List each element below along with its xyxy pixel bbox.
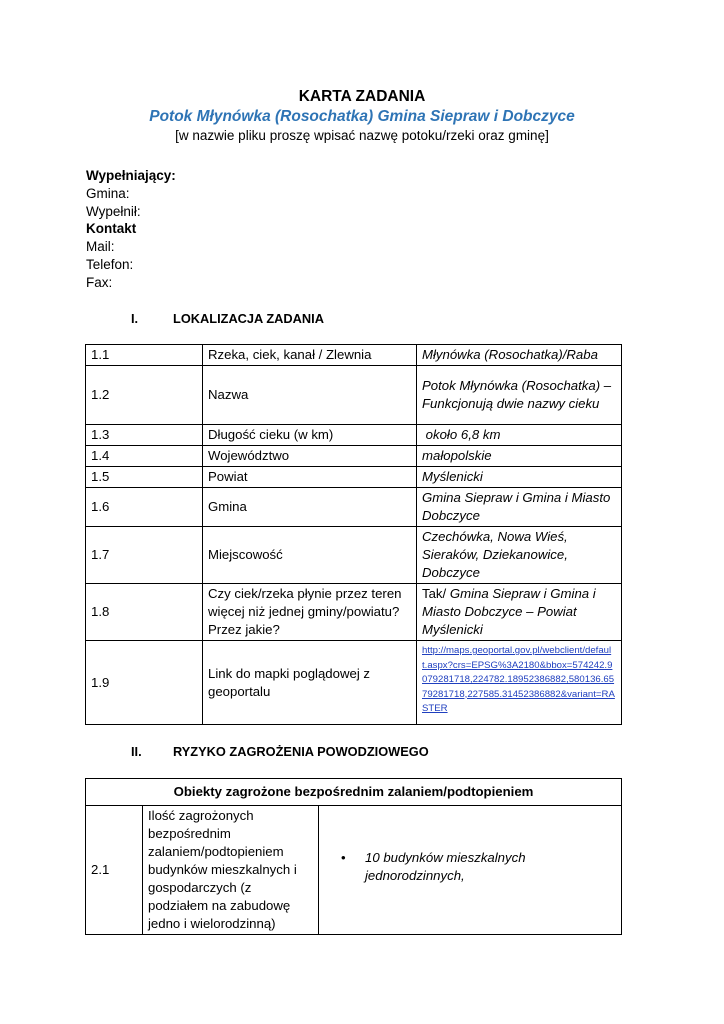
row-value-prefix: Tak/	[422, 586, 450, 601]
table-row	[86, 345, 622, 366]
table-row	[86, 488, 622, 527]
gmina-label: Gmina:	[86, 185, 130, 201]
location-table	[85, 344, 622, 725]
table-row	[86, 806, 622, 935]
fax-label: Fax:	[86, 274, 113, 290]
row-label: Rzeka, ciek, kanał / Zlewnia	[203, 345, 417, 366]
row-value: Gmina Siepraw i Gmina i Miasto Dobczyce – Powiat Myślenicki	[422, 586, 596, 637]
row-label: Nazwa	[203, 366, 417, 425]
row-value: małopolskie	[417, 446, 622, 467]
row-label: Długość cieku (w km)	[203, 425, 417, 446]
document-subtitle: Potok Młynówka (Rosochatka) Gmina Siepraw i Dobczyce	[149, 108, 575, 125]
table-row	[86, 527, 622, 584]
document-title: KARTA ZADANIA	[298, 88, 426, 105]
row-id: 1.7	[86, 527, 203, 584]
row-value: Czechówka, Nowa Wieś, Sieraków, Dziekanowice, Dobczyce	[417, 527, 622, 584]
row-id: 2.1	[86, 806, 143, 935]
flood-risk-table	[85, 778, 622, 935]
row-value: Potok Młynówka (Rosochatka) – Funkcjonują dwie nazwy cieku	[417, 366, 622, 425]
table-header: Obiekty zagrożone bezpośrednim zalaniem/podtopieniem	[86, 779, 622, 806]
filler-heading: Wypełniający:	[86, 168, 176, 183]
table-row	[86, 641, 622, 725]
row-value: Myślenicki	[417, 467, 622, 488]
row-id: 1.8	[86, 584, 203, 641]
row-value: Gmina Siepraw i Gmina i Miasto Dobczyce	[417, 488, 622, 527]
contact-heading: Kontakt	[86, 221, 137, 237]
filename-note: [w nazwie pliku proszę wpisać nazwę potoku/rzeki oraz gminę]	[175, 128, 549, 143]
filled-by-label: Wypełnił:	[86, 203, 141, 219]
row-value: około 6,8 km	[417, 425, 622, 446]
row-id: 1.2	[86, 366, 203, 425]
row-id: 1.3	[86, 425, 203, 446]
section-2-number: II.	[131, 744, 142, 759]
row-id: 1.1	[86, 345, 203, 366]
filler-info-block	[86, 167, 176, 292]
row-label: Link do mapki poglądowej z geoportalu	[203, 641, 417, 725]
table-row	[86, 446, 622, 467]
table-row	[86, 366, 622, 425]
mail-label: Mail:	[86, 239, 115, 255]
section-2-title: RYZYKO ZAGROŻENIA POWODZIOWEGO	[173, 744, 429, 759]
row-label: Ilość zagrożonych bezpośrednim zalaniem/podtopieniem budynków mieszkalnych i gospodarczych (z podziałem na zabudowę jedno i wielorodzinną)	[143, 806, 319, 935]
phone-label: Telefon:	[86, 256, 134, 272]
row-label: Gmina	[203, 488, 417, 527]
row-value-cell	[417, 584, 622, 641]
row-label: Miejscowość	[203, 527, 417, 584]
table-row	[86, 425, 622, 446]
row-label: Województwo	[203, 446, 417, 467]
geoportal-link[interactable]: http://maps.geoportal.gov.pl/webclient/default.aspx?crs=EPSG%3A2180&bbox=574242.9079281718,224782.18952386882,580136.6579281718,227585.31452386882&variant=RASTER	[417, 641, 622, 725]
row-label: Czy ciek/rzeka płynie przez teren więcej niż jednej gminy/powiatu? Przez jakie?	[203, 584, 417, 641]
bullet-item: • 10 budynków mieszkalnych jednorodzinnych,	[341, 849, 616, 885]
row-value-cell	[319, 806, 622, 935]
row-id: 1.6	[86, 488, 203, 527]
table-row	[86, 467, 622, 488]
table-header-row	[86, 779, 622, 806]
row-id: 1.5	[86, 467, 203, 488]
row-value: Młynówka (Rosochatka)/Raba	[417, 345, 622, 366]
table-row	[86, 584, 622, 641]
row-id: 1.4	[86, 446, 203, 467]
section-1-number: I.	[131, 311, 139, 326]
row-id: 1.9	[86, 641, 203, 725]
row-label: Powiat	[203, 467, 417, 488]
section-1-title: LOKALIZACJA ZADANIA	[173, 311, 324, 326]
